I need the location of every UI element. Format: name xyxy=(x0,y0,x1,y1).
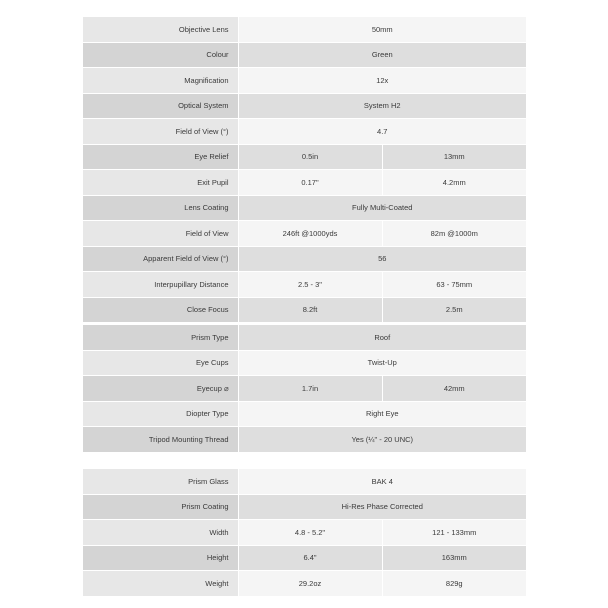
spec-value: BAK 4 xyxy=(238,469,526,495)
spec-row-weight xyxy=(83,571,526,597)
spec-value-imperial: 0.5in xyxy=(238,144,382,170)
spec-row-prism-glass xyxy=(83,469,526,495)
spec-label: Interpupillary Distance xyxy=(83,272,238,298)
spec-label: Objective Lens xyxy=(83,17,238,43)
spec-label: Magnification xyxy=(83,68,238,94)
spec-value-imperial: 8.2ft xyxy=(238,297,382,323)
spec-label: Eye Relief xyxy=(83,144,238,170)
spec-label: Apparent Field of View (°) xyxy=(83,246,238,272)
spec-value-metric: 42mm xyxy=(382,376,526,402)
spec-label: Prism Glass xyxy=(83,469,238,495)
spec-row-field-of-view-degrees xyxy=(83,119,526,145)
spec-label: Eye Cups xyxy=(83,350,238,376)
spec-label: Prism Coating xyxy=(83,494,238,520)
spec-value-imperial: 246ft @1000yds xyxy=(238,221,382,247)
spec-row-height xyxy=(83,545,526,571)
spec-label: Optical System xyxy=(83,93,238,119)
construction-spec-table xyxy=(83,324,526,453)
spec-label: Diopter Type xyxy=(83,401,238,427)
spec-label: Close Focus xyxy=(83,297,238,323)
spec-value-metric: 2.5m xyxy=(382,297,526,323)
spec-value: Roof xyxy=(238,325,526,351)
spec-label: Width xyxy=(83,520,238,546)
spec-value: Right Eye xyxy=(238,401,526,427)
spec-row-diopter-type xyxy=(83,401,526,427)
spec-value: 50mm xyxy=(238,17,526,43)
spec-value-metric: 63 - 75mm xyxy=(382,272,526,298)
spec-value: System H2 xyxy=(238,93,526,119)
spec-value: Twist-Up xyxy=(238,350,526,376)
optics-spec-table xyxy=(83,16,526,323)
spec-value: Green xyxy=(238,42,526,68)
spec-row-tripod-mounting-thread xyxy=(83,427,526,453)
spec-row-eye-relief xyxy=(83,144,526,170)
spec-value-imperial: 2.5 - 3" xyxy=(238,272,382,298)
spec-value-metric: 82m @1000m xyxy=(382,221,526,247)
spec-label: Field of View (°) xyxy=(83,119,238,145)
spec-label: Field of View xyxy=(83,221,238,247)
spec-value: Fully Multi-Coated xyxy=(238,195,526,221)
spec-value: Yes (¼" - 20 UNC) xyxy=(238,427,526,453)
spec-value-metric: 4.2mm xyxy=(382,170,526,196)
spec-row-eye-cups xyxy=(83,350,526,376)
physical-spec-table xyxy=(83,468,526,597)
spec-row-prism-coating xyxy=(83,494,526,520)
spec-value-metric: 13mm xyxy=(382,144,526,170)
spec-value-metric: 163mm xyxy=(382,545,526,571)
spec-value: 12x xyxy=(238,68,526,94)
spec-value: Hi-Res Phase Corrected xyxy=(238,494,526,520)
spec-label: Prism Type xyxy=(83,325,238,351)
spec-label: Exit Pupil xyxy=(83,170,238,196)
spec-value-imperial: 4.8 - 5.2" xyxy=(238,520,382,546)
spec-row-colour xyxy=(83,42,526,68)
spec-value-imperial: 29.2oz xyxy=(238,571,382,597)
spec-value-imperial: 0.17" xyxy=(238,170,382,196)
spec-value-imperial: 1.7in xyxy=(238,376,382,402)
spec-row-objective-lens xyxy=(83,17,526,43)
spec-row-optical-system xyxy=(83,93,526,119)
spec-row-width xyxy=(83,520,526,546)
spec-row-eyecup-diameter xyxy=(83,376,526,402)
spec-value: 56 xyxy=(238,246,526,272)
spec-label: Height xyxy=(83,545,238,571)
spec-row-close-focus xyxy=(83,297,526,323)
spec-row-lens-coating xyxy=(83,195,526,221)
spec-label: Colour xyxy=(83,42,238,68)
spec-value: 4.7 xyxy=(238,119,526,145)
spec-label: Lens Coating xyxy=(83,195,238,221)
spec-label: Tripod Mounting Thread xyxy=(83,427,238,453)
spec-row-interpupillary-distance xyxy=(83,272,526,298)
spec-row-magnification xyxy=(83,68,526,94)
spec-row-exit-pupil xyxy=(83,170,526,196)
spec-row-apparent-field-of-view xyxy=(83,246,526,272)
spec-value-metric: 121 - 133mm xyxy=(382,520,526,546)
spec-value-imperial: 6.4" xyxy=(238,545,382,571)
spec-value-metric: 829g xyxy=(382,571,526,597)
spec-row-prism-type xyxy=(83,325,526,351)
spec-label: Weight xyxy=(83,571,238,597)
spec-label: Eyecup ⌀ xyxy=(83,376,238,402)
spec-row-field-of-view xyxy=(83,221,526,247)
